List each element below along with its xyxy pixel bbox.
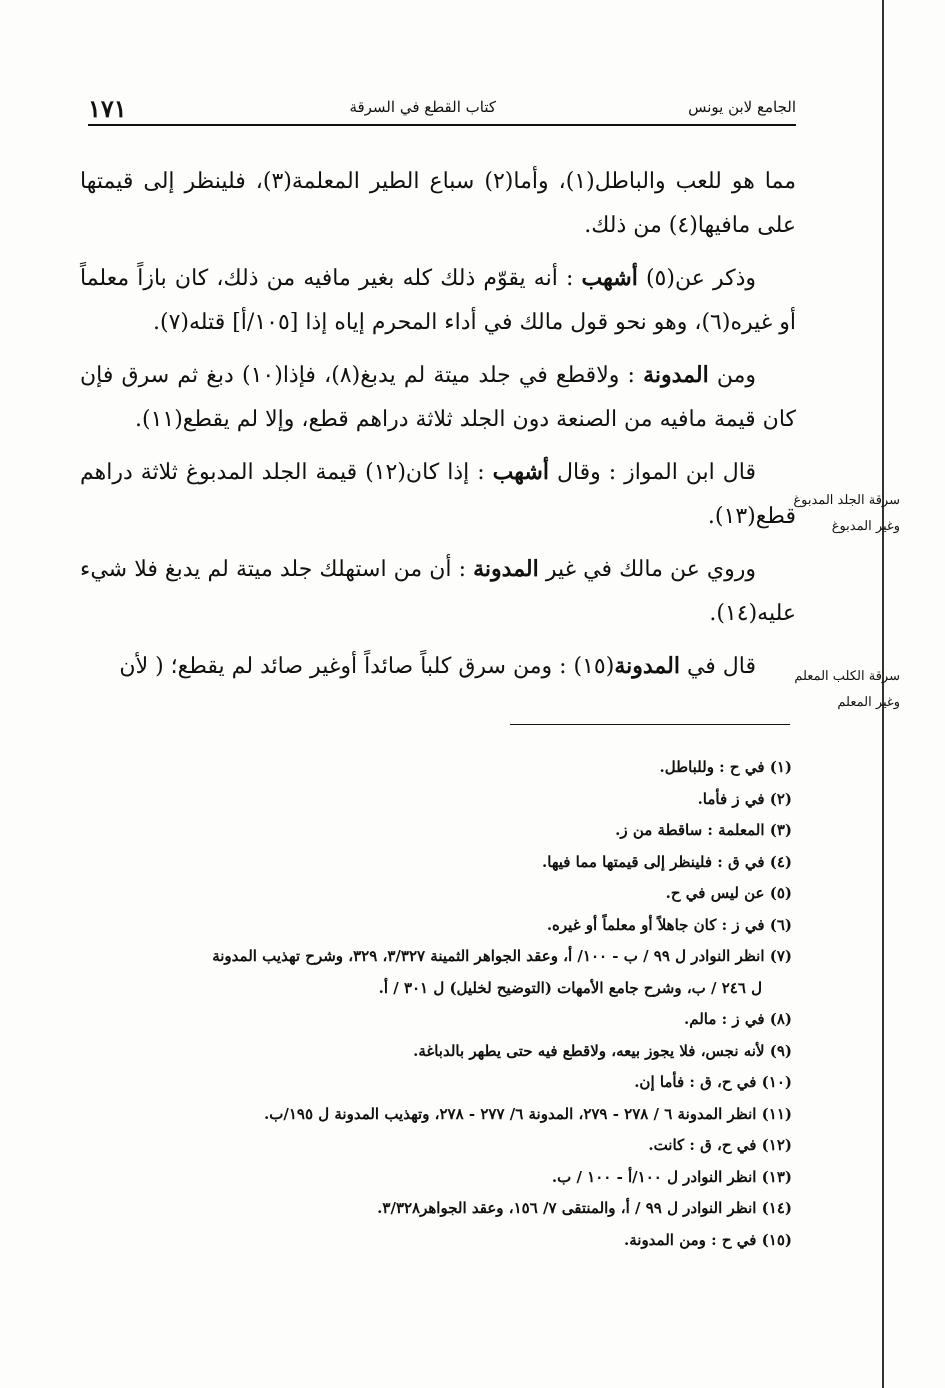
paragraph [80,644,796,689]
footnote: (٤) في ق : فلينظر إلى قيمتها مما فيها. [542,852,792,871]
paragraph [80,547,796,636]
header-rule [88,124,796,126]
paragraph-text: : إذا كان(١٢) قيمة الجلد المدبوغ ثلاثة دراهم قطع(١٣). [80,460,796,529]
paragraph [80,160,796,248]
footnote: (١١) انظر المدونة ٦ / ٢٧٨ - ٢٧٩، المدونة ٦/ ٢٧٧ - ٢٧٨، وتهذيب المدونة ل ١٩٥/ب. [264,1104,792,1123]
main-text [80,160,796,697]
margin-note: سرقة الكلب المعلم وغير المعلم [794,669,900,710]
footnote: (٧) انظر النوادر ل ٩٩ / ب - ١٠٠/ أ، وعقد الجواهر الثمينة ٣/٣٢٧، ٣٢٩، وشرح تهذيب المدونة [212,947,792,965]
footnote: (١٠) في ح، ق : فأما إن. [634,1073,792,1091]
page-number: ١٧١ [88,94,127,123]
footnote: (٨) في ز : مالم. [684,1010,792,1028]
paragraph-text: مما هو للعب والباطل(١)، وأما(٢) سباع الطير المعلمة(٣)، فلينظر إلى قيمتها على مافيها(٤) من ذلك. [80,169,797,238]
paragraph-bold: أشهب [492,459,549,485]
header-chapter-title: كتاب القطع في السرقة [349,98,496,116]
header-book-title: الجامع لابن يونس [688,98,796,116]
footnote: (١٣) انظر النوادر ل ١٠٠/أ - ١٠٠ / ب. [551,1167,792,1186]
footnote: (١) في ح : وللباطل. [659,758,792,776]
footnote-rule [510,724,790,725]
paragraph-bold: المدونة [473,556,539,582]
paragraph-bold: أشهب [581,265,638,291]
footnote: (٩) لأنه نجس، فلا يجوز بيعه، ولاقطع فيه حتى يطهر بالدباغة. [413,1041,792,1060]
paragraph [80,256,796,345]
footnote: (١٤) انظر النوادر ل ٩٩ / أ، والمنتقى ٧/ ١٥٦، وعقد الجواهر٣/٣٢٨. [377,1199,792,1217]
paragraph-lead: وروي عن مالك في غير [538,557,756,582]
paragraph-text: (١٥) : ومن سرق كلباً صائداً أوغير صائد لم يقطع؛ ( لأن [119,654,615,679]
paragraph [80,353,796,442]
footnote: (٢) في ز فأما. [697,789,792,808]
margin-note: سرقة الجلد المدبوغ وغير المدبوغ [793,493,900,534]
footnote: (١٥) في ح : ومن المدونة. [624,1230,792,1249]
paragraph-text: : أن من استهلك جلد ميتة لم يدبغ فلا شيء عليه(١٤). [80,557,796,626]
footnote: (١٢) في ح، ق : كانت. [648,1136,792,1154]
footnote: (٦) في ز : كان جاهلاً أو معلماً أو غيره. [546,915,792,934]
paragraph-lead: وذكر عن(٥) [637,266,756,291]
paragraph-lead: قال في [679,654,756,679]
paragraph-bold: المدونة [614,653,680,679]
running-header [88,94,796,124]
paragraph-text: : ولاقطع في جلد ميتة لم يدبغ(٨)، فإذا(١٠) دبغ ثم سرق فإن كان قيمة مافيه من الصنعة دون الجلد ثلاثة دراهم قطع، وإلا لم يقطع(١١). [80,363,796,432]
paragraph-bold: المدونة [643,362,709,388]
footnote: (٣) المعلمة : ساقطة من ز. [615,821,792,839]
footnotes [80,752,792,1256]
paragraph [80,450,796,539]
paragraph-lead: ومن [708,363,757,388]
footnote-continuation: ل ٢٤٦ / ب، وشرح جامع الأمهات (التوضيح لخليل) ل ٣٠١ / أ. [378,978,762,997]
paragraph-text: : أنه يقوّم ذلك كله بغير مافيه من ذلك، كان بازاً معلماً أو غيره(٦)، وهو نحو قول مالك في أداء المحرم إياه إذا [١٠٥/أ] قتله(٧). [80,266,796,335]
paragraph-lead: قال ابن المواز : وقال [548,460,756,485]
footnote: (٥) عن ليس في ح. [665,884,792,902]
